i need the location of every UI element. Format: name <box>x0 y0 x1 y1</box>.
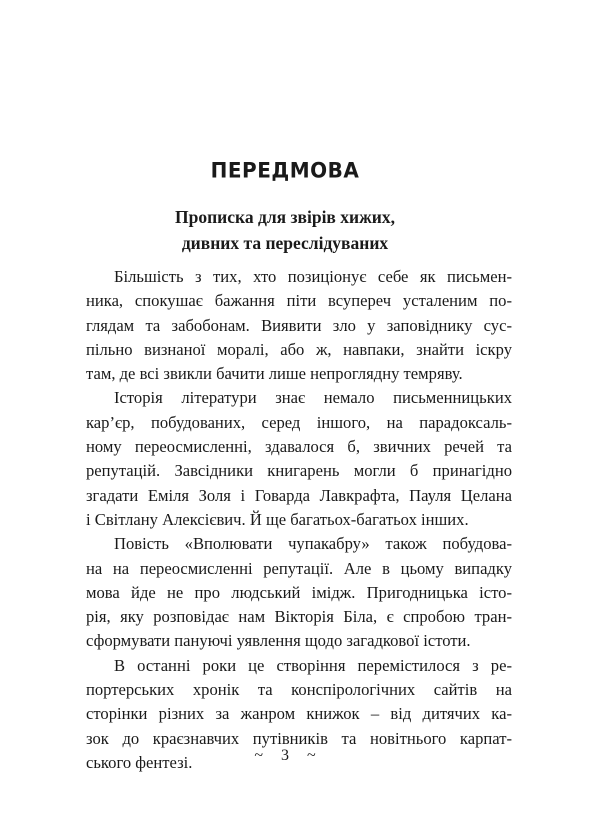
text-line: глядам та забобонам. Виявити зло у заповіднику сус- <box>86 315 512 335</box>
text-line: Історія літератури знає немало письменницьких <box>114 388 512 408</box>
text-line: мова йде не про людський імідж. Пригодницька істо- <box>86 582 512 602</box>
page-number: ~ 3 ~ <box>254 747 316 764</box>
body-text <box>86 265 512 775</box>
text-line: на на переосмисленні репутації. Але в цьому випадку <box>86 558 512 578</box>
chapter-title: ПЕРЕДМОВА <box>210 157 360 183</box>
text-line: Повість «Вполювати чупакабру» також побудова- <box>114 534 512 554</box>
paragraph <box>86 532 512 653</box>
paragraph <box>86 386 512 532</box>
text-line: портерських хронік та конспірологічних сайтів на <box>86 680 512 700</box>
text-line: зок до краєзнавчих путівників та новітнього карпат- <box>86 728 512 748</box>
text-line: рія, яку розповідає нам Вікторія Біла, є спробою тран- <box>86 607 512 627</box>
text-line: В останні роки це створіння перемістилося з ре- <box>114 655 512 675</box>
text-line: згадати Еміля Золя і Говарда Лавкрафта, Пауля Целана <box>86 485 512 505</box>
subtitle-line: Прописка для звірів хижих, <box>175 207 395 227</box>
text-line: Більшість з тих, хто позиціонує себе як письмен- <box>114 267 512 286</box>
text-line: репутацій. Завсідники книгарень могли б принагідно <box>86 461 512 481</box>
text-line: сторінки різних за жанром книжок – від дитячих ка- <box>86 704 512 724</box>
text-line: там, де всі звикли бачити лише непроглядну темряву. <box>86 364 463 384</box>
text-line: пільно визнаної моралі, або ж, навпаки, знайти іскру <box>86 339 512 359</box>
subtitle-line: дивних та переслідуваних <box>181 233 389 253</box>
text-line: кар’єр, побудованих, серед іншого, на парадоксаль- <box>86 412 512 432</box>
text-line: ського фентезі. <box>86 752 193 772</box>
text-line: і Світлану Алексієвич. Й ще багатьох-багатьох інших. <box>86 509 469 529</box>
chapter-subtitle <box>0 204 570 256</box>
text-line: ника, спокушає бажання піти всупереч усталеним по- <box>86 291 512 311</box>
text-line: ному переосмисленні, здавалося б, звичних речей та <box>86 437 512 457</box>
paragraph <box>86 265 512 386</box>
text-line: сформувати пануючі уявлення щодо загадкової істоти. <box>86 631 471 651</box>
